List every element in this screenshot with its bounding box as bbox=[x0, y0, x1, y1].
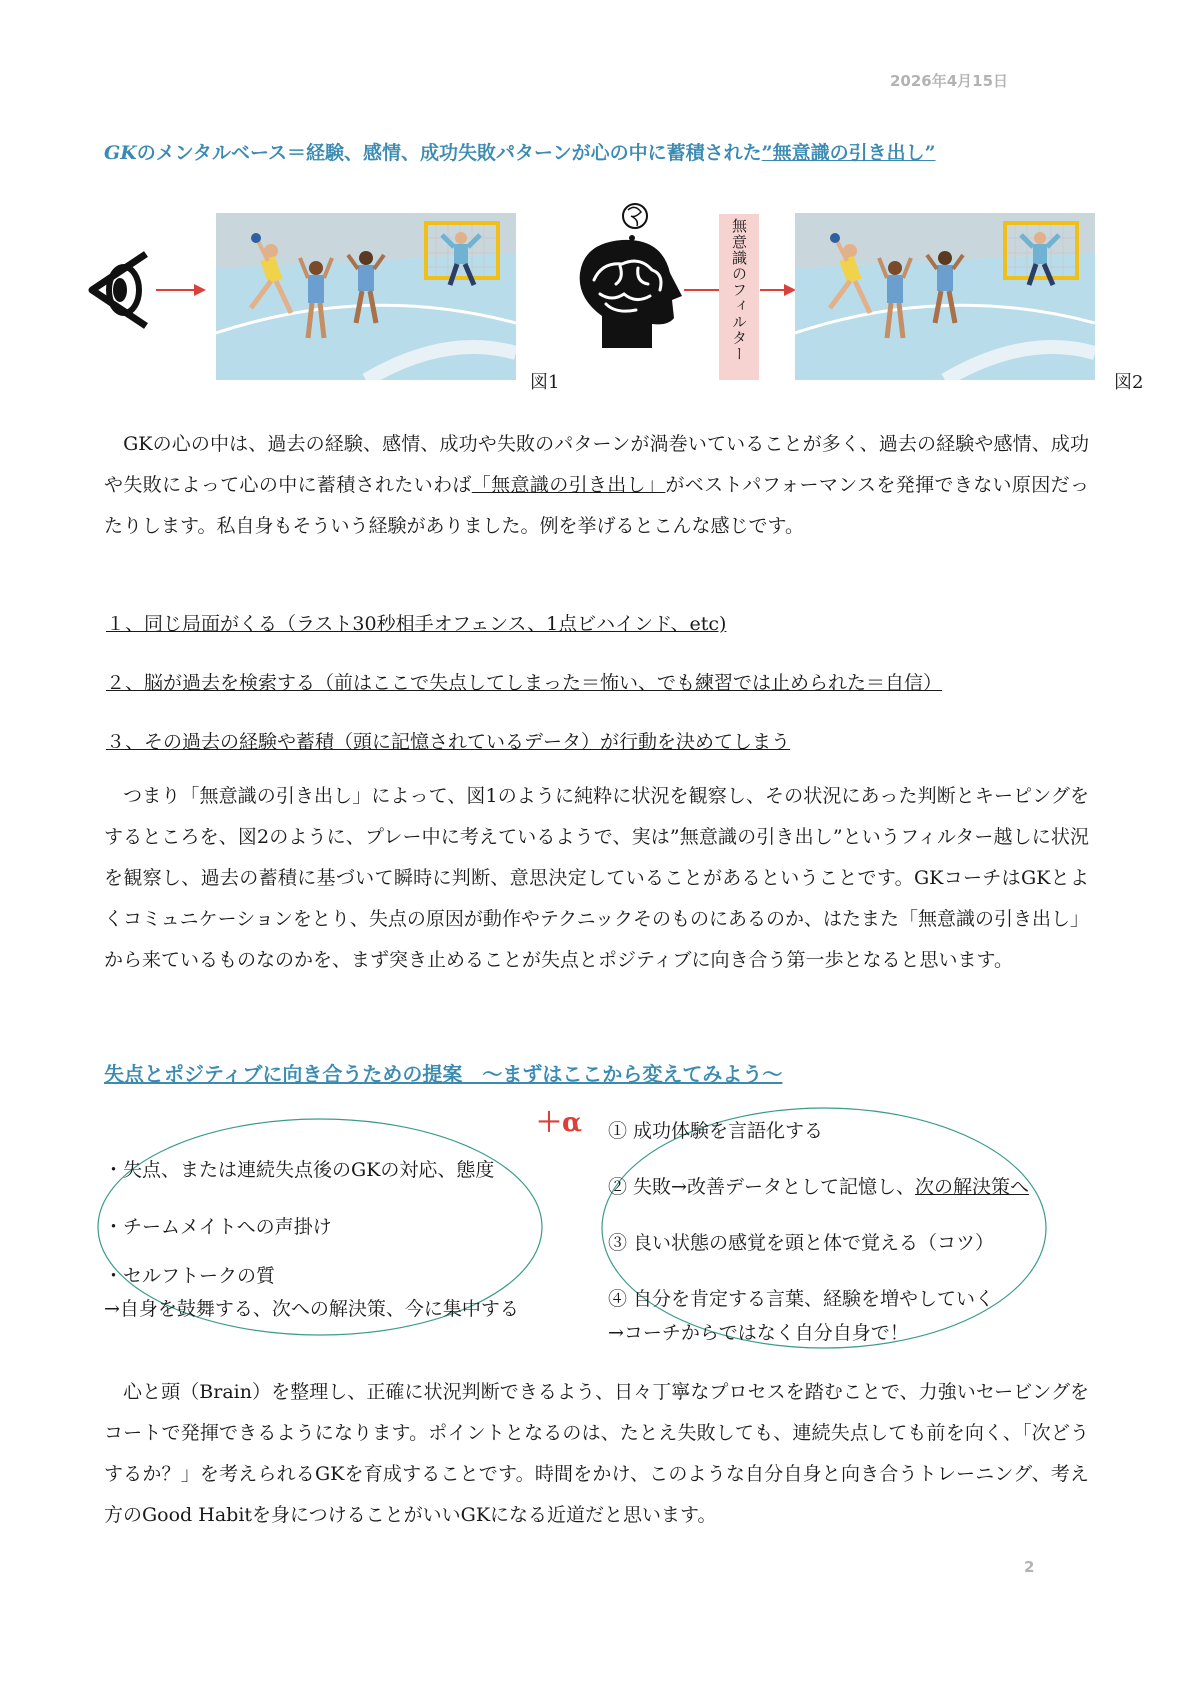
right-item-2 bbox=[608, 1172, 1029, 1199]
step-3: ３、その過去の経験や蓄積（頭に記憶されているデータ）が行動を決めてしまう bbox=[106, 731, 791, 753]
paragraph-conclusion: 心と頭（Brain）を整理し、正確に状況判断できるよう、日々丁寧なプロセスを踏むことで、力強いセービングをコートで発揮できるようになります。ポイントとなるのは、たとえ失敗しても、連続失点しても前を向く、「次どうするか？」を考えられるGKを育成することです。時間をかけ、このような自分自身と向き合うトレーニング、考え方のGood Habitを身につけることがいいGKになる近道だと思います。 bbox=[104, 1381, 1089, 1526]
page-number: 2 bbox=[1024, 1558, 1035, 1576]
figure-2-caption: 図2 bbox=[1114, 372, 1144, 393]
right-item-2-underlined: 次の解決策へ bbox=[914, 1176, 1029, 1198]
paragraph-intro-underlined: 「無意識の引き出し」 bbox=[471, 474, 666, 496]
section-title: 失点とポジティブに向き合うための提案 〜まずはここから変えてみよう〜 bbox=[104, 1062, 783, 1086]
left-item-2: ・チームメイトへの声掛け bbox=[104, 1216, 332, 1238]
figure-2-court-image bbox=[795, 213, 1095, 380]
plus-alpha-label: ＋α bbox=[536, 1108, 583, 1138]
step-1: １、同じ局面がくる（ラスト30秒相手オフェンス、1点ビハインド、etc) bbox=[106, 613, 727, 635]
figure-1-caption: 図1 bbox=[530, 372, 560, 393]
paragraph-explanation: つまり「無意識の引き出し」によって、図1のように純粋に状況を観察し、その状況にあった判断とキーピングをするところを、図2のように、プレー中に考えているようで、実は”無意識の引き出し”というフィルター越しに状況を観察し、過去の蓄積に基づいて瞬時に判断、意思決定していることがあるということです。GKコーチはGKとよくコミュニケーションをとり、失点の原因が動作やテクニックそのものにあるのか、はたまた「無意識の引き出し」から来ているものなのかを、まず突き止めることが失点とポジティブに向き合う第一歩となると思います。 bbox=[104, 785, 1089, 971]
right-item-2-text: ② 失敗→改善データとして記憶し、 bbox=[608, 1176, 915, 1198]
paragraph-intro-text: GKの心の中は、過去の経験、感情、成功や失敗のパターンが渦巻いていることが多く、過去の経験や感情、成功や失敗によって心の中に蓄積されたいわば bbox=[104, 433, 1089, 496]
page-title bbox=[104, 138, 936, 165]
right-item-4-detail: →コーチからではなく自分自身で！ bbox=[608, 1322, 909, 1344]
arrow-icon bbox=[760, 283, 796, 297]
arrow-icon bbox=[156, 283, 206, 297]
paragraph-intro-text-end: がベストパフォーマンスを発揮できない原因だったりします。私自身もそういう経験がありました。例を挙げるとこんな感じです。 bbox=[104, 474, 1089, 537]
arrow-icon bbox=[684, 283, 720, 297]
title-underlined: ”無意識の引き出し” bbox=[761, 142, 936, 164]
right-item-3: ③ 良い状態の感覚を頭と体で覚える（コツ） bbox=[608, 1232, 995, 1254]
left-item-3: ・セルフトークの質 bbox=[104, 1265, 276, 1287]
right-item-4: ④ 自分を肯定する言葉、経験を増やしていく bbox=[608, 1288, 995, 1310]
title-prefix: GK bbox=[104, 142, 137, 164]
title-mid: のメンタルベース＝経験、感情、成功失敗パターンが心の中に蓄積された bbox=[136, 142, 762, 164]
right-item-1: ① 成功体験を言語化する bbox=[608, 1120, 824, 1142]
left-item-3-detail: →自身を鼓舞する、次への解決策、今に集中する bbox=[104, 1298, 519, 1320]
filter-label: 無意識のフィルター bbox=[730, 218, 748, 362]
document-date: 2026年4月15日 bbox=[890, 72, 1009, 90]
left-item-1: ・失点、または連続失点後のGKの対応、態度 bbox=[104, 1159, 495, 1181]
eye-icon bbox=[86, 248, 158, 332]
paragraph-intro bbox=[104, 424, 1089, 547]
figure-1-court-image bbox=[216, 213, 516, 380]
step-2: ２、脳が過去を検索する（前はここで失点してしまった＝怖い、でも練習では止められた＝自信） bbox=[106, 672, 943, 694]
brain-head-icon bbox=[572, 198, 692, 373]
